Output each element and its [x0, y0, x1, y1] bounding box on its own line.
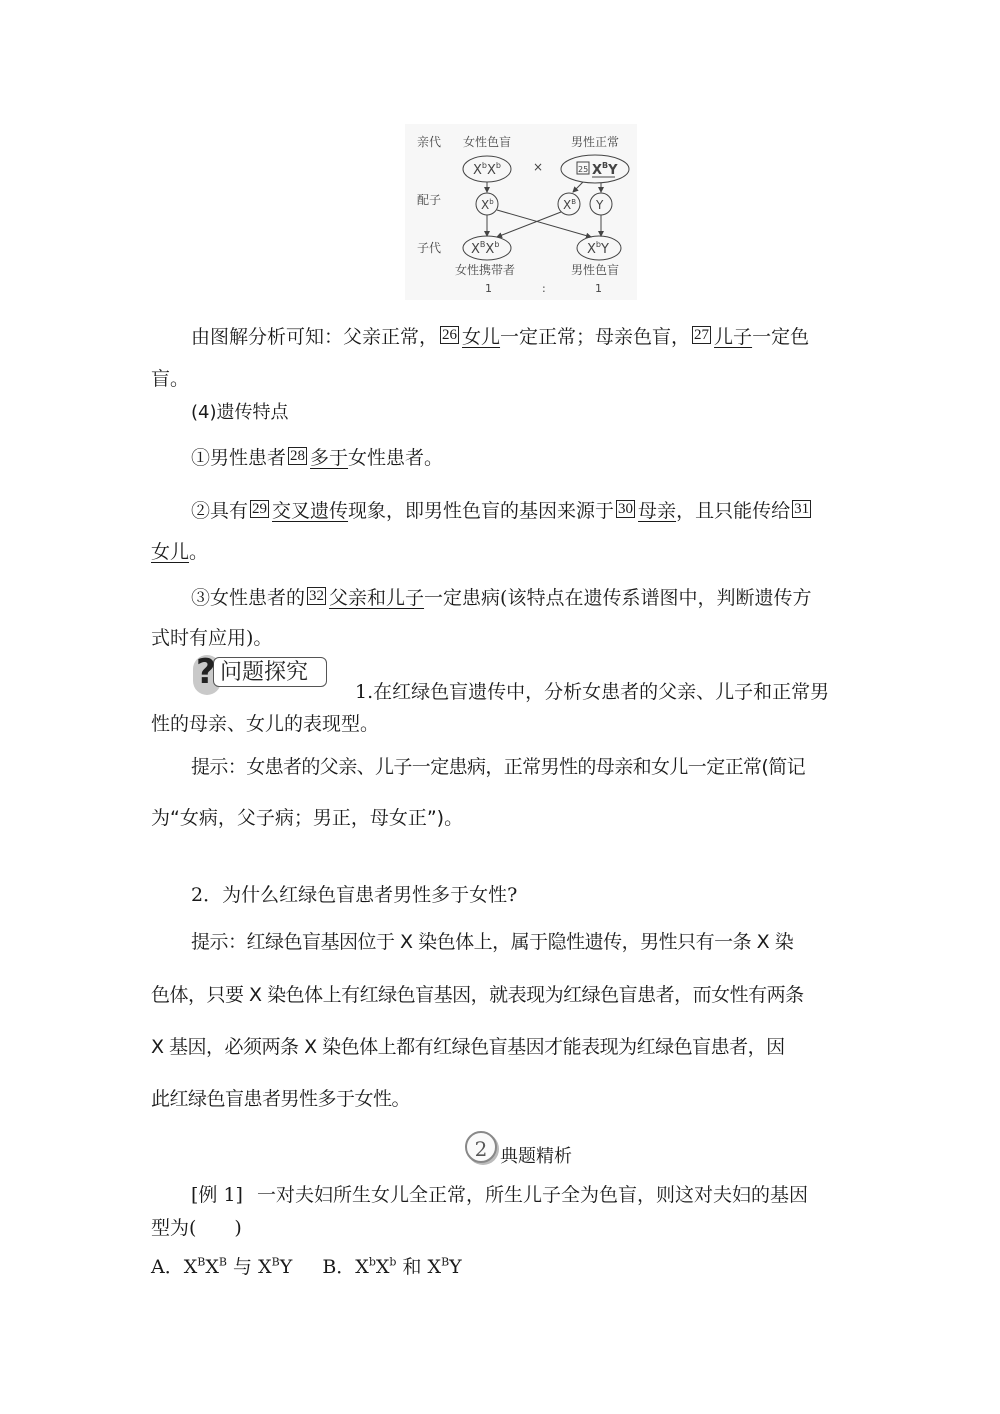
question-mark-icon: ? [196, 652, 216, 692]
inquiry-a2-line-4: 此红绿色盲患者男性多于女性。 [151, 1088, 411, 1110]
row-label-parents: 亲代 [417, 135, 442, 149]
arrow-xB-daughter [497, 212, 561, 237]
option-a-label: A． [151, 1256, 184, 1278]
mother-genotype: $X^bX^b$ [473, 161, 501, 178]
feature-text: 。 [189, 541, 209, 563]
inquiry-badge [193, 652, 329, 692]
inquiry-a2-line-3: X 基因，必须两条 X 染色体上都有红绿色盲基因才能表现为红绿色盲患者，因 [151, 1036, 785, 1058]
feature-text: ②具有 [191, 500, 249, 522]
ratio-sep: : [542, 282, 546, 295]
analysis-text: 由图解分析可知：父亲正常， [191, 326, 439, 348]
feature-item-3 [191, 583, 1000, 610]
option-b-label: B． [322, 1256, 356, 1278]
offspring-son-label: 男性色盲 [571, 263, 620, 277]
mother-label: 女性色盲 [463, 135, 512, 149]
analysis-line-2: 盲。 [151, 368, 190, 390]
inquiry-a2-line-2: 色体，只要 X 染色体上有红绿色盲基因，就表现为红绿色盲患者，而女性有两条 [151, 984, 804, 1006]
inquiry-q2: 2．为什么红绿色盲患者男性多于女性? [191, 884, 518, 906]
feature-item-2 [191, 496, 1000, 523]
analysis-line-1 [191, 322, 891, 349]
offspring-daughter-label: 女性携带者 [455, 263, 516, 277]
section-number-icon: 2 [465, 1131, 497, 1163]
feature-text: 现象，即男性色盲的基因来源于 [348, 500, 615, 522]
father-label: 男性正常 [571, 135, 620, 149]
father-genotype: $X^BY$ [592, 161, 618, 178]
answer-31: 女儿 [151, 541, 190, 563]
blank-number-32: 32 [309, 588, 325, 604]
answer-30: 母亲 [638, 500, 677, 522]
blank-number-25: 25 [578, 165, 589, 174]
feature-item-2-cont [151, 537, 1000, 564]
inquiry-a2-line-1: 提示：红绿色盲基因位于 X 染色体上，属于隐性遗传，男性只有一条 X 染 [191, 931, 794, 953]
inquiry-q1-cont: 性的母亲、女儿的表现型。 [151, 713, 380, 735]
blank-number-31: 31 [794, 501, 810, 517]
option-a[interactable]: A．$X^BX^B$ 与 $X^BY$ [151, 1255, 293, 1278]
answer-26: 女儿 [462, 326, 501, 348]
analysis-text: 一定色 [752, 326, 810, 348]
cross-diagram [405, 124, 637, 300]
answer-27: 儿子 [714, 326, 753, 348]
ratio-left: 1 [485, 282, 492, 295]
example-text: 一对夫妇所生女儿全正常，所生儿子全为色盲，则这对夫妇的基因 [256, 1184, 808, 1206]
inquiry-a1: 提示：女患者的父亲、儿子一定患病，正常男性的母亲和女儿一定正常(简记 [191, 756, 806, 778]
row-label-gametes: 配子 [417, 193, 442, 207]
offspring-daughter-genotype: $X^BX^b$ [471, 240, 500, 257]
answer-29: 交叉遗传 [272, 500, 349, 522]
blank-number-27: 27 [694, 327, 710, 343]
option-a-connector: 与 [233, 1256, 253, 1278]
analysis-text: 一定正常；母亲色盲， [500, 326, 691, 348]
example-stem [191, 1180, 1000, 1207]
blank-number-28: 28 [290, 448, 306, 464]
inquiry-q1: 1.在红绿色盲遗传中，分析女患者的父亲、儿子和正常男 [355, 681, 830, 703]
arrow-xb-son [497, 210, 591, 237]
blank-number-29: 29 [252, 501, 268, 517]
option-b[interactable]: B．$X^bX^b$ 和 $X^BY$ [322, 1255, 462, 1278]
gamete-mother-label: $X^b$ [481, 198, 494, 212]
inquiry-badge-label: 问题探究 [213, 657, 327, 687]
feature-text: ，且只能传给 [676, 500, 791, 522]
inquiry-a1-cont: 为“女病，父子病；男正，母女正”)。 [151, 807, 464, 829]
answer-32: 父亲和儿子 [329, 587, 425, 609]
option-b-connector: 和 [402, 1256, 422, 1278]
gamete-father-x-label: $X^B$ [563, 198, 577, 212]
example-stem-cont: 型为( ) [151, 1217, 242, 1239]
gamete-father-y-label: Y [596, 198, 604, 212]
answer-28: 多于 [310, 447, 349, 469]
feature-item-3-cont: 式时有应用)。 [151, 627, 273, 649]
feature-text: ①男性患者 [191, 447, 287, 469]
example-options [151, 1252, 1000, 1279]
row-label-offspring: 子代 [417, 241, 442, 255]
blank-number-30: 30 [618, 501, 634, 517]
feature-text: ③女性患者的 [191, 587, 306, 609]
diagram-svg [405, 124, 637, 300]
blank-number-26: 26 [442, 327, 458, 343]
arrow-father-gamete-xb [573, 182, 583, 192]
features-heading: (4)遗传特点 [191, 402, 289, 423]
feature-item-1 [191, 443, 1000, 470]
ratio-right: 1 [595, 282, 602, 295]
cross-symbol: × [533, 160, 544, 174]
feature-text: 女性患者。 [348, 447, 444, 469]
feature-text: 一定患病(该特点在遗传系谱图中，判断遗传方 [424, 587, 812, 609]
example-tag: [例 1] [191, 1184, 243, 1206]
section-title: 典题精析 [500, 1146, 572, 1167]
offspring-son-genotype: $X^bY$ [587, 240, 609, 257]
